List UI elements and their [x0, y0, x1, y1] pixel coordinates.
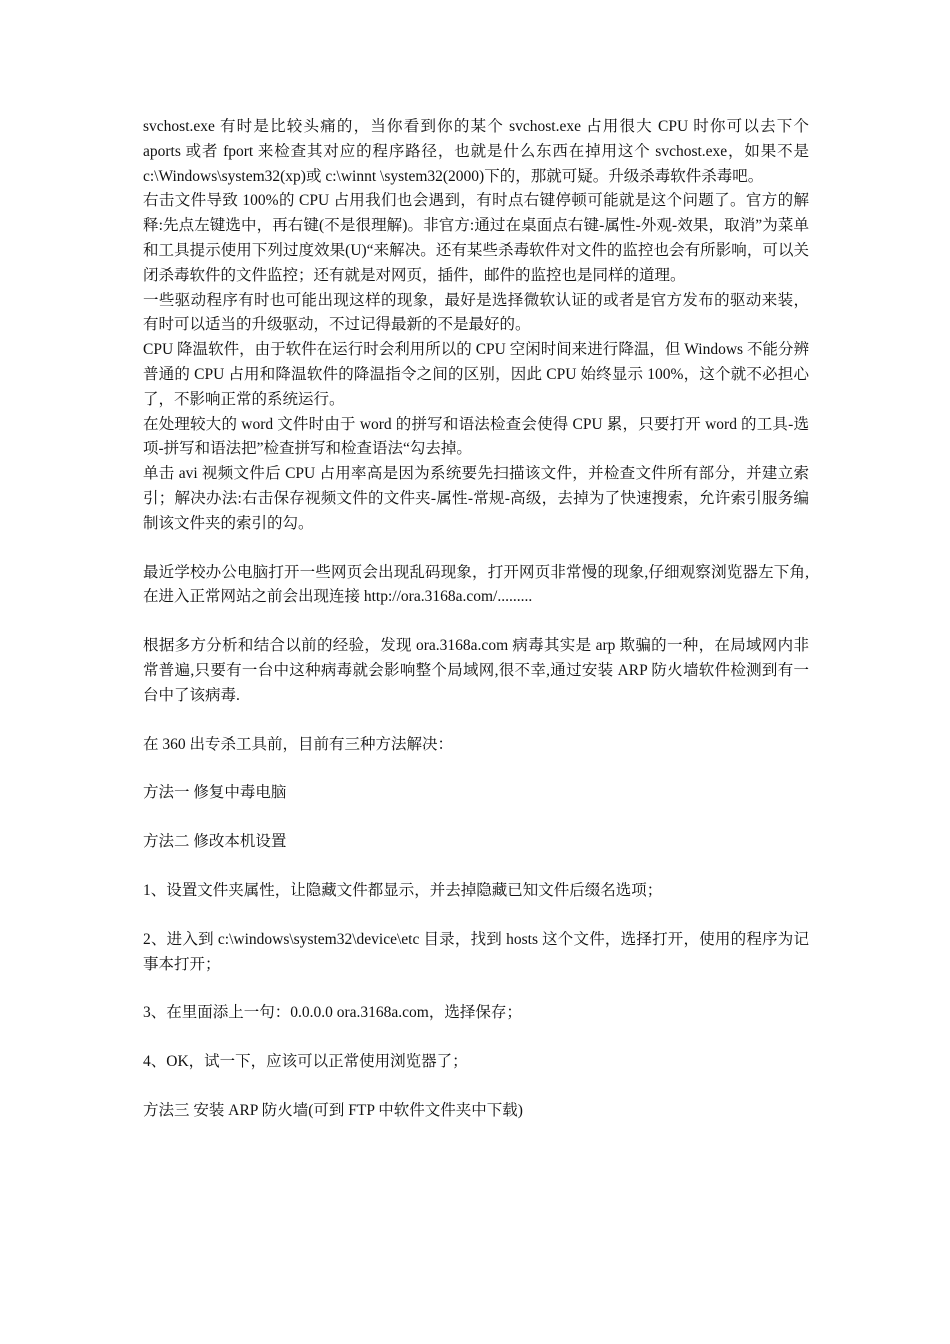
- method-three-heading: 方法三 安装 ARP 防火墙(可到 FTP 中软件文件夹中下载): [143, 1101, 523, 1119]
- paragraph-analysis: 根据多方分析和结合以前的经验，发现 ora.3168a.com 病毒其实是 arp 欺骗的一种，在局域网内非常普遍,只要有一台中这种病毒就会影响整个局域网,很不幸,通过安装 ARP 防火墙软件检测到有一台中了该病毒.: [143, 637, 809, 704]
- paragraph-cooling-software: CPU 降温软件，由于软件在运行时会利用所以的 CPU 空闲时间来进行降温，但 Windows 不能分辨普通的 CPU 占用和降温软件的降温指令之间的区别，因此 CPU 始终显示 100%，这个就不必担心了，不影响正常的系统运行。: [143, 341, 809, 408]
- paragraph-avi: 单击 avi 视频文件后 CPU 占用率高是因为系统要先扫描该文件，并检查文件所有部分，并建立索引；解决办法:右击保存视频文件的文件夹-属性-常规-高级，去掉为了快速搜索，允许索引服务编制该文件夹的索引的勾。: [143, 465, 809, 532]
- paragraph-three-methods: 在 360 出专杀工具前，目前有三种方法解决：: [143, 735, 454, 753]
- step-3: 3、在里面添上一句：0.0.0.0 ora.3168a.com，选择保存；: [143, 1004, 522, 1022]
- document-body: [143, 115, 809, 1124]
- paragraph-word: 在处理较大的 word 文件时由于 word 的拼写和语法检查会使得 CPU 累，只要打开 word 的工具-选项-拼写和语法把”检查拼写和检查语法“勾去掉。: [143, 415, 809, 458]
- method-two-heading: 方法二 修改本机设置: [143, 833, 287, 851]
- step-2: 2、进入到 c:\windows\system32\device\etc 目录，找到 hosts 这个文件，选择打开，使用的程序为记事本打开；: [143, 930, 809, 973]
- paragraph-school-computers: 最近学校办公电脑打开一些网页会出现乱码现象，打开网页非常慢的现象,仔细观察浏览器左下角,在进入正常网站之前会出现连接 http://ora.3168a.com/.........: [143, 563, 809, 606]
- method-one-heading: 方法一 修复中毒电脑: [143, 784, 287, 802]
- step-4: 4、OK，试一下，应该可以正常使用浏览器了；: [143, 1053, 468, 1071]
- paragraph-right-click: 右击文件导致 100%的 CPU 占用我们也会遇到，有时点右键停顿可能就是这个问题了。官方的解释:先点左键选中，再右键(不是很理解)。非官方:通过在桌面点右键-属性-外观-效果，取消”为菜单和工具提示使用下列过度效果(U)“来解决。还有某些杀毒软件对文件的监控也会有所影响，可以关闭杀毒软件的文件监控；还有就是对网页，插件，邮件的监控也是同样的道理。: [143, 192, 809, 284]
- paragraph-drivers: 一些驱动程序有时也可能出现这样的现象，最好是选择微软认证的或者是官方发布的驱动来装，有时可以适当的升级驱动，不过记得最新的不是最好的。: [143, 291, 809, 334]
- paragraph-svchost: svchost.exe 有时是比较头痛的，当你看到你的某个 svchost.exe 占用很大 CPU 时你可以去下个 aports 或者 fport 来检查其对应的程序路径，也就是什么东西在掉用这个 svchost.exe，如果不是 c:\Windows\system32(xp)或 c:\winnt \system32(2000)下的，那就可疑。升级杀毒软件杀毒吧。: [143, 118, 809, 185]
- step-1: 1、设置文件夹属性，让隐藏文件都显示，并去掉隐藏已知文件后缀名选项；: [143, 881, 663, 899]
